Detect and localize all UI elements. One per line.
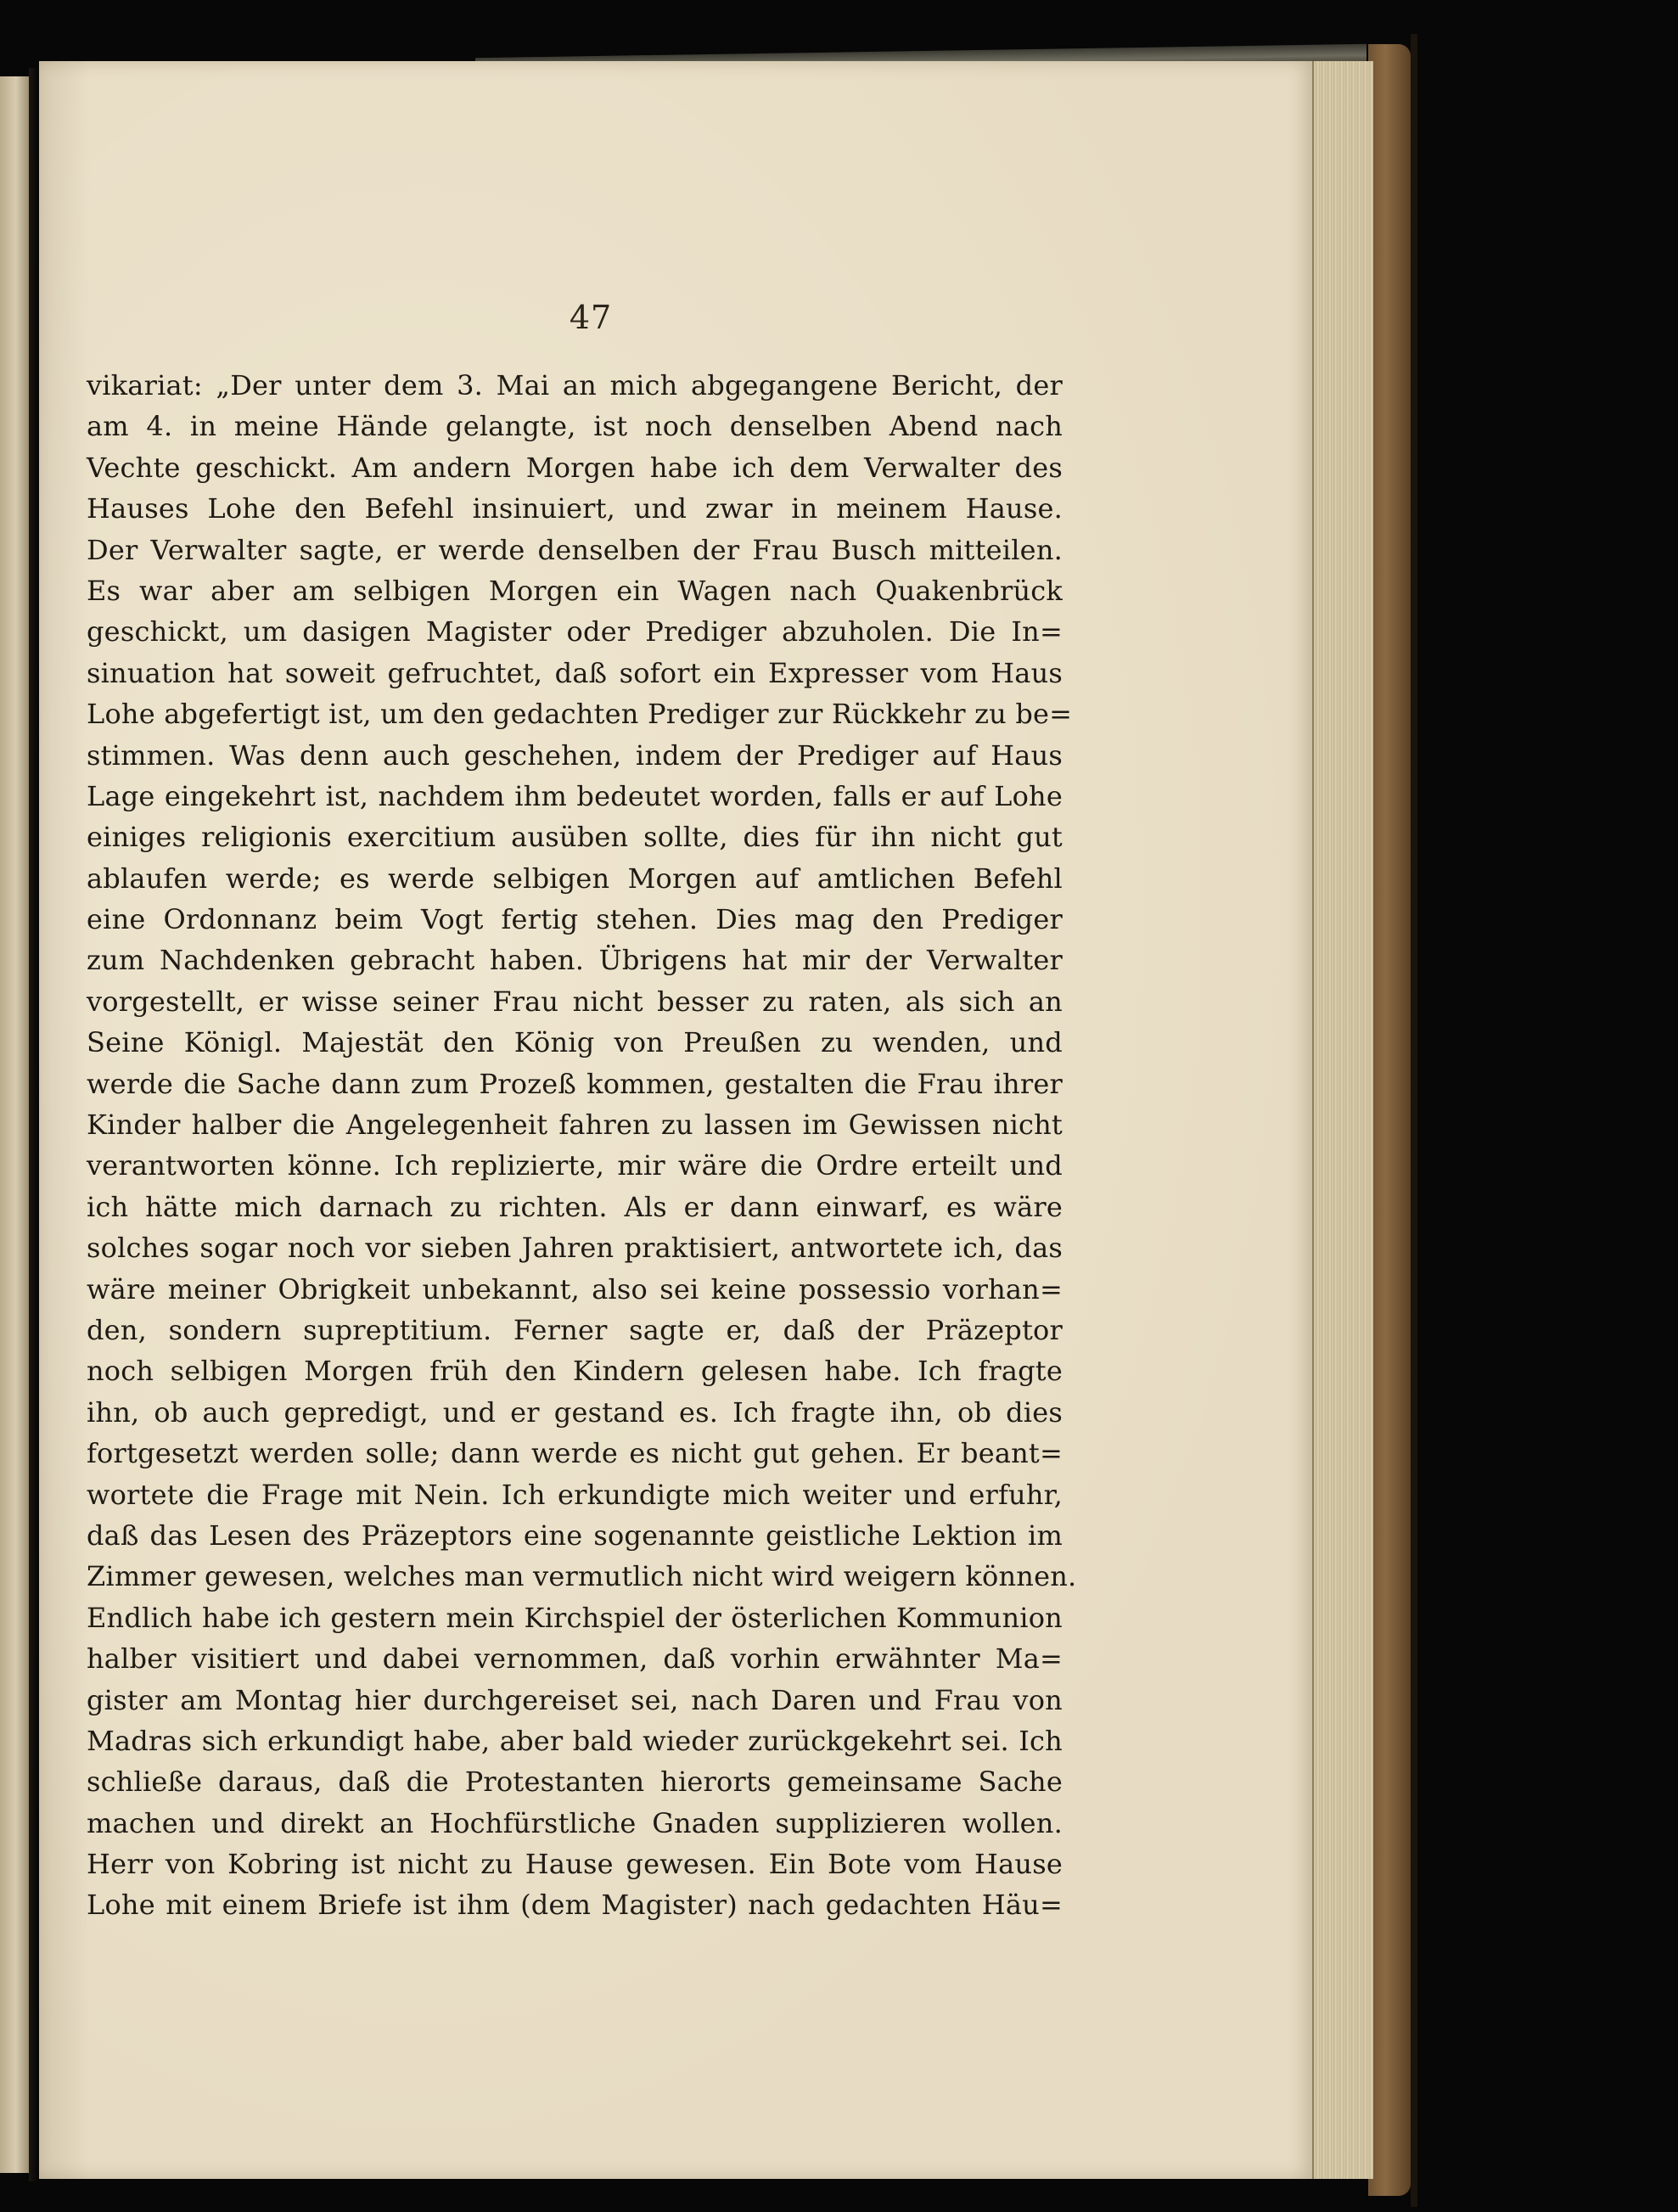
text-line: verantworten könne. Ich replizierte, mir wäre die Ordre erteilt und [87, 1149, 1063, 1182]
book-fore-edge [1312, 61, 1373, 2179]
text-line: vorgestellt, er wisse seiner Frau nicht besser zu raten, als sich an [87, 985, 1063, 1018]
left-page-edge [0, 76, 31, 2173]
text-line: Der Verwalter sagte, er werde denselben der Frau Busch mitteilen. [87, 533, 1063, 566]
body-text [87, 365, 1077, 1926]
text-line: fortgesetzt werden solle; dann werde es nicht gut gehen. Er beant= [87, 1437, 1063, 1470]
text-line: ablaufen werde; es werde selbigen Morgen auf amtlichen Befehl [87, 862, 1063, 895]
text-line: schließe daraus, daß die Protestanten hierorts gemeinsame Sache [87, 1766, 1063, 1799]
text-line: eine Ordonnanz beim Vogt fertig stehen. Dies mag den Prediger [87, 903, 1063, 936]
text-line: Madras sich erkundigt habe, aber bald wieder zurückgekehrt sei. Ich [87, 1724, 1063, 1757]
text-line: machen und direkt an Hochfürstliche Gnaden supplizieren wollen. [87, 1806, 1063, 1839]
text-line: wortete die Frage mit Nein. Ich erkundigte mich weiter und erfuhr, [87, 1478, 1063, 1511]
text-line: wäre meiner Obrigkeit unbekannt, also sei keine possessio vorhan= [87, 1272, 1063, 1305]
text-line: Vechte geschickt. Am andern Morgen habe ich dem Verwalter des [87, 451, 1063, 484]
text-line: einiges religionis exercitium ausüben sollte, dies für ihn nicht gut [87, 821, 1063, 854]
text-line: den, sondern supreptitium. Ferner sagte er, daß der Präzeptor [87, 1313, 1063, 1346]
page-number: 47 [569, 299, 613, 336]
text-line: Seine Königl. Majestät den König von Preußen zu wenden, und [87, 1026, 1063, 1059]
text-line: daß das Lesen des Präzeptors eine sogenannte geistliche Lektion im [87, 1519, 1063, 1552]
gutter-shadow [29, 68, 39, 2181]
text-line: vikariat: „Der unter dem 3. Mai an mich abgegangene Bericht, der [87, 369, 1063, 401]
text-line: Lohe mit einem Briefe ist ihm (dem Magister) nach gedachten Häu= [87, 1889, 1063, 1922]
text-line: Hauses Lohe den Befehl insinuiert, und zwar in meinem Hause. [87, 492, 1063, 525]
text-line: zum Nachdenken gebracht haben. Übrigens hat mir der Verwalter [87, 944, 1063, 977]
text-line: Zimmer gewesen, welches man vermutlich nicht wird weigern können. [87, 1560, 1077, 1593]
text-line: sinuation hat soweit gefruchtet, daß sofort ein Expresser vom Haus [87, 656, 1063, 689]
text-line: Endlich habe ich gestern mein Kirchspiel der österlichen Kommunion [87, 1601, 1063, 1634]
text-line: gister am Montag hier durchgereiset sei, nach Daren und Frau von [87, 1683, 1063, 1716]
book-page [39, 61, 1312, 2179]
text-line: Herr von Kobring ist nicht zu Hause gewesen. Ein Bote vom Hause [87, 1848, 1063, 1881]
text-line: solches sogar noch vor sieben Jahren praktisiert, antwortete ich, das [87, 1232, 1063, 1265]
text-line: geschickt, um dasigen Magister oder Prediger abzuholen. Die In= [87, 615, 1063, 648]
text-line: stimmen. Was denn auch geschehen, indem der Prediger auf Haus [87, 738, 1063, 772]
text-line: noch selbigen Morgen früh den Kindern gelesen habe. Ich fragte [87, 1355, 1063, 1388]
text-line: Lohe abgefertigt ist, um den gedachten Prediger zur Rückkehr zu be= [87, 698, 1073, 731]
book-cover-edge [1368, 44, 1411, 2196]
text-line: halber visitiert und dabei vernommen, daß vorhin erwähnter Ma= [87, 1642, 1063, 1676]
text-line: werde die Sache dann zum Prozeß kommen, gestalten die Frau ihrer [87, 1067, 1063, 1100]
text-line: Es war aber am selbigen Morgen ein Wagen nach Quakenbrück [87, 574, 1063, 607]
text-line: Lage eingekehrt ist, nachdem ihm bedeutet worden, falls er auf Lohe [87, 779, 1063, 812]
text-line: ich hätte mich darnach zu richten. Als er dann einwarf, es wäre [87, 1190, 1063, 1223]
text-line: am 4. in meine Hände gelangte, ist noch denselben Abend nach [87, 410, 1063, 443]
text-line: Kinder halber die Angelegenheit fahren zu lassen im Gewissen nicht [87, 1109, 1063, 1142]
text-line: ihn, ob auch gepredigt, und er gestand es. Ich fragte ihn, ob dies [87, 1395, 1063, 1429]
book-cover-shadow [1411, 34, 1417, 2207]
